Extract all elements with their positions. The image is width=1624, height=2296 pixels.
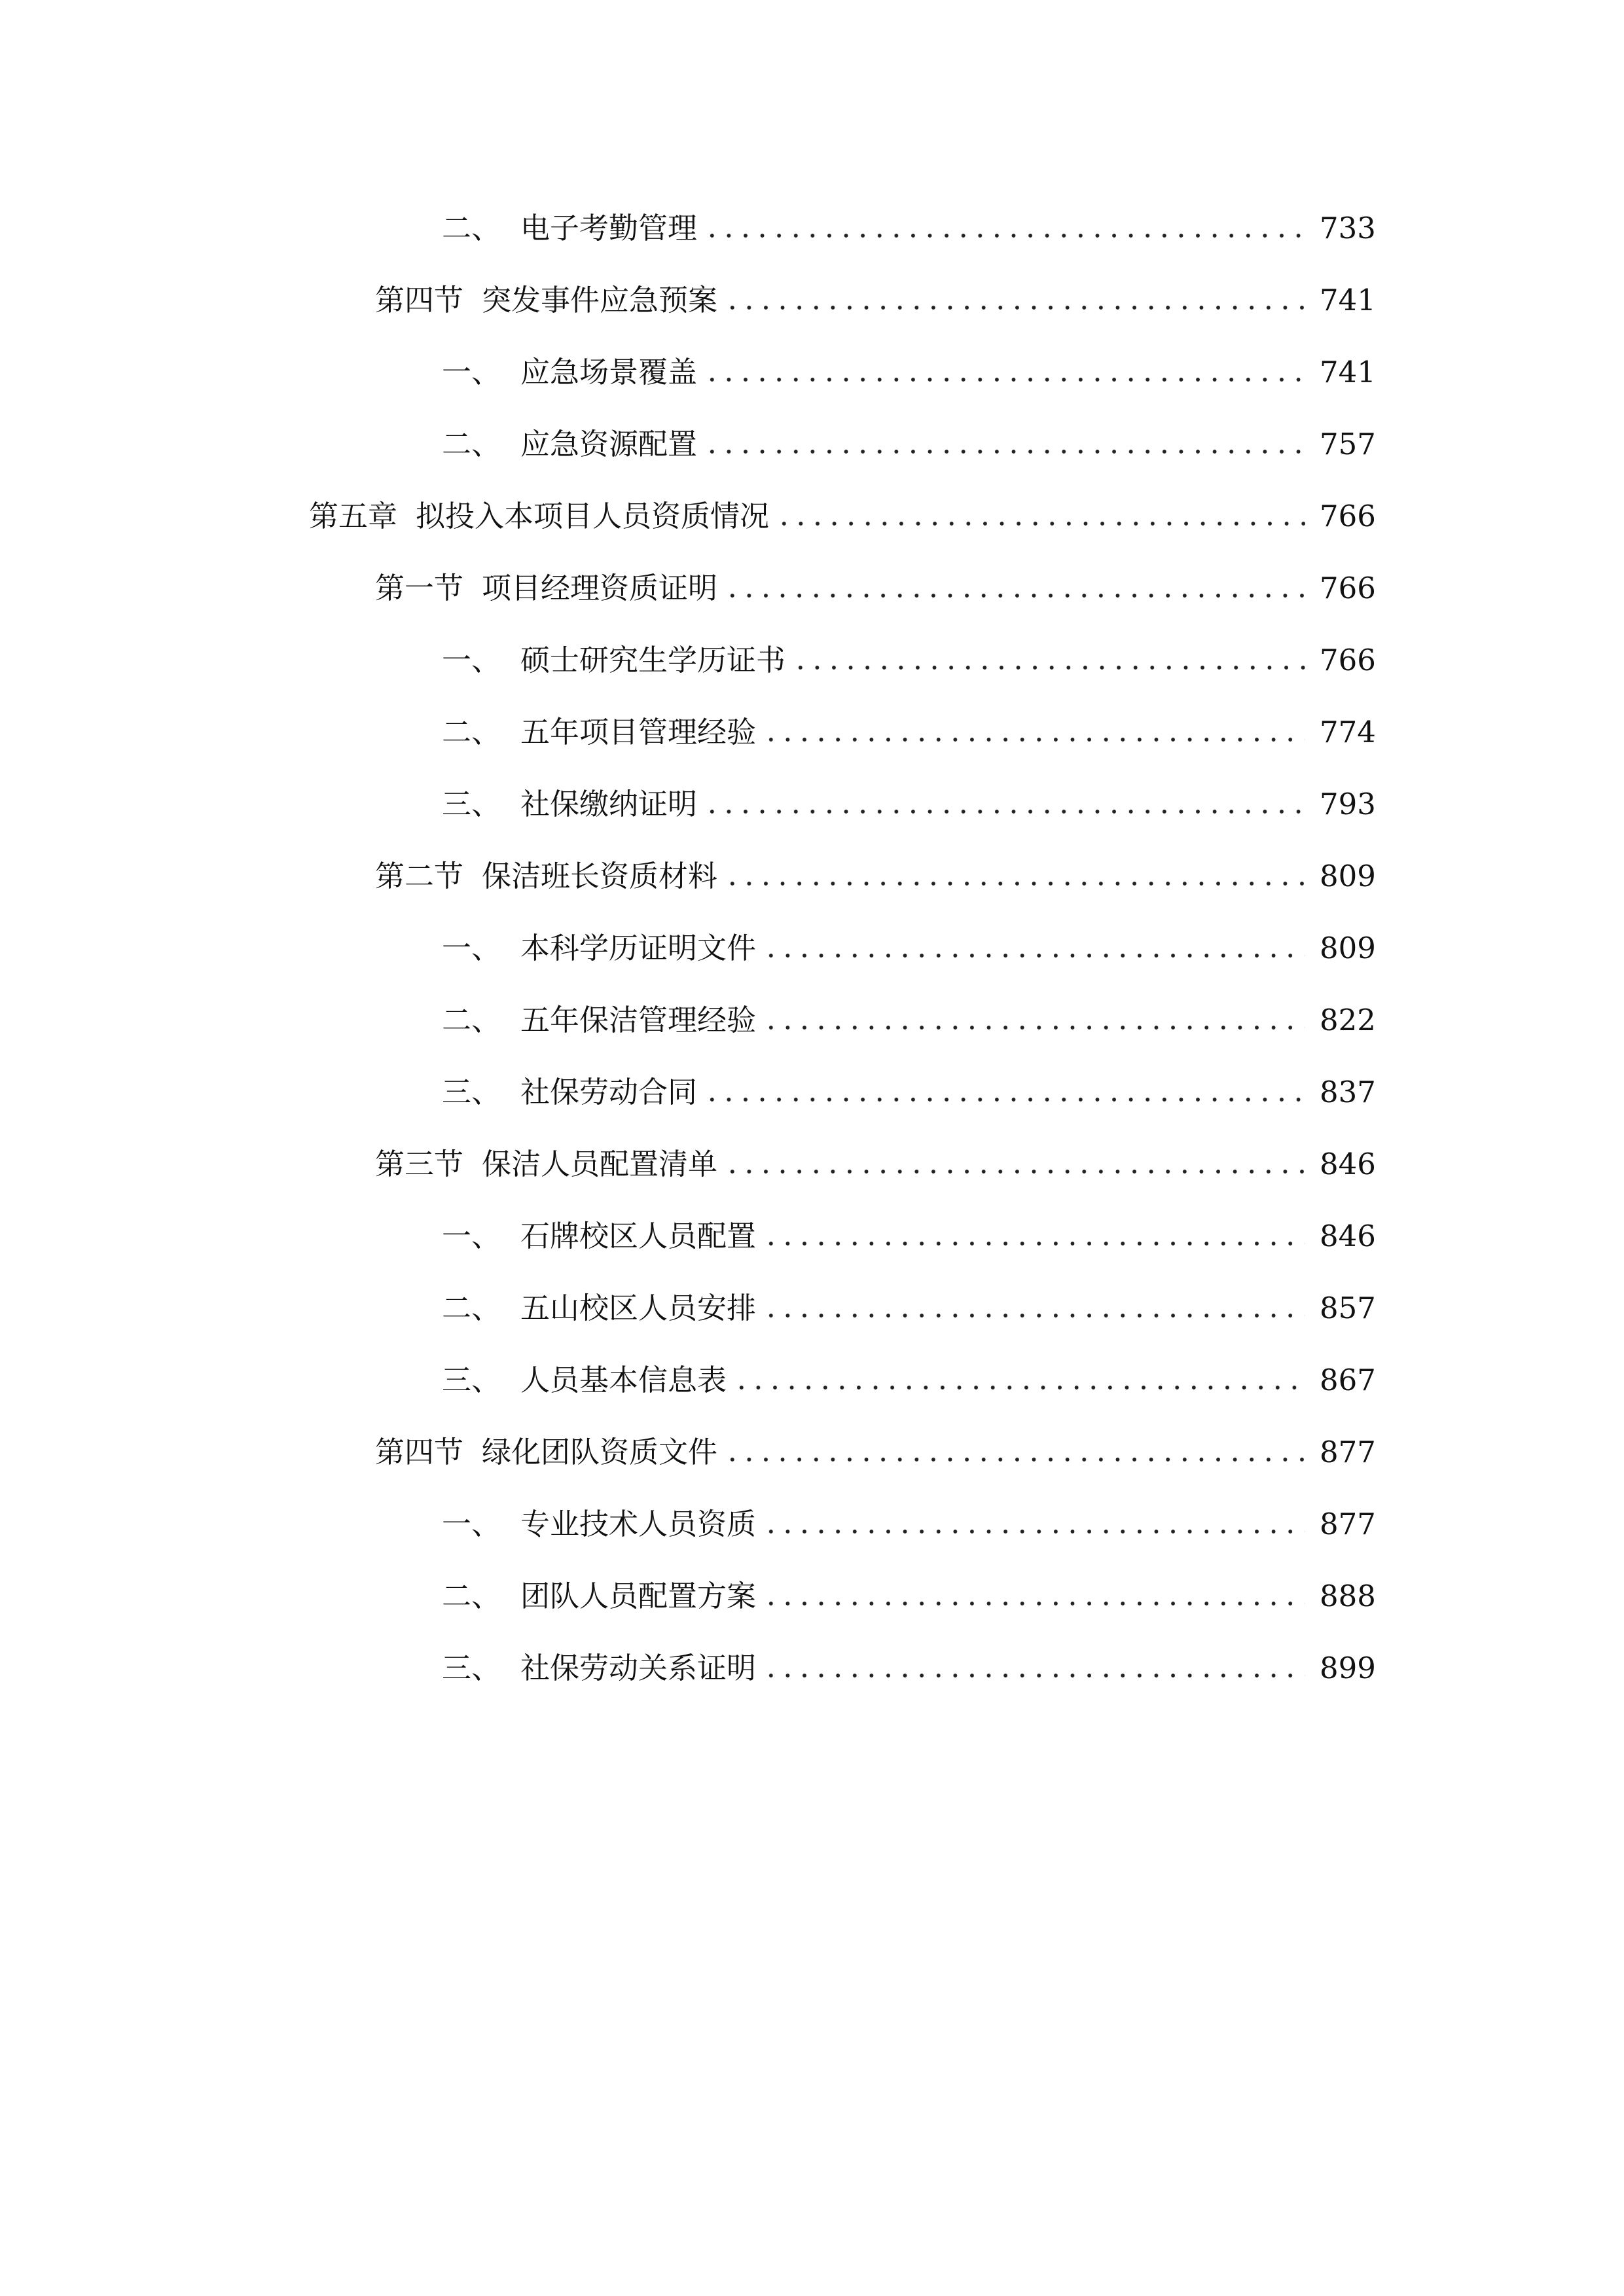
toc-entry-title: 突发事件应急预案 xyxy=(482,283,718,317)
toc-entry-title: 拟投入本项目人员资质情况 xyxy=(416,499,770,533)
toc-entry[interactable] xyxy=(442,202,1376,255)
toc-entry[interactable] xyxy=(375,562,1376,615)
dot-leader xyxy=(776,522,1305,526)
toc-page-number: 877 xyxy=(1320,1435,1376,1469)
toc-entry-title: 应急场景覆盖 xyxy=(520,355,698,389)
toc-entry[interactable] xyxy=(442,634,1376,687)
toc-entry-title: 团队人员配置方案 xyxy=(520,1579,757,1613)
dot-leader xyxy=(724,882,1305,886)
toc-page-number: 741 xyxy=(1320,355,1376,389)
dot-leader xyxy=(792,666,1305,670)
toc-page-number: 809 xyxy=(1320,931,1376,965)
dot-leader xyxy=(704,450,1305,454)
dot-leader xyxy=(724,1170,1305,1174)
toc-entry-title: 社保劳动合同 xyxy=(520,1075,698,1109)
toc-entry-number: 第二节 xyxy=(375,859,464,893)
dot-leader xyxy=(704,810,1305,814)
toc-page-number: 846 xyxy=(1320,1219,1376,1253)
dot-leader xyxy=(763,738,1305,742)
toc-entry-number: 第四节 xyxy=(375,283,464,317)
toc-page-number: 899 xyxy=(1320,1651,1376,1685)
toc-entry[interactable] xyxy=(442,778,1376,831)
dot-leader xyxy=(724,1458,1305,1462)
toc-page-number: 766 xyxy=(1320,571,1376,605)
dot-leader xyxy=(704,1098,1305,1102)
toc-entry-title: 社保缴纳证明 xyxy=(520,787,698,821)
toc-page-number: 867 xyxy=(1320,1363,1376,1397)
toc-entry-number: 二、 xyxy=(442,1579,501,1613)
toc-entry[interactable] xyxy=(442,346,1376,399)
toc-entry-number: 三、 xyxy=(442,787,501,821)
toc-entry[interactable] xyxy=(442,994,1376,1047)
toc-page-number: 822 xyxy=(1320,1003,1376,1037)
toc-entry-title: 五年项目管理经验 xyxy=(520,715,757,749)
toc-entry-number: 第一节 xyxy=(375,571,464,605)
toc-page-number: 733 xyxy=(1320,211,1376,245)
toc-entry-number: 三、 xyxy=(442,1651,501,1685)
toc-entry-number: 二、 xyxy=(442,715,501,749)
toc-entry[interactable] xyxy=(442,1354,1376,1407)
toc-entry-title: 保洁班长资质材料 xyxy=(482,859,718,893)
toc-page-number: 757 xyxy=(1320,427,1376,461)
toc-entry-title: 本科学历证明文件 xyxy=(520,931,757,965)
toc-entry[interactable] xyxy=(442,1570,1376,1623)
toc-entry-title: 硕士研究生学历证书 xyxy=(520,643,786,677)
toc-entry[interactable] xyxy=(375,274,1376,327)
toc-entry-title: 绿化团队资质文件 xyxy=(482,1435,718,1469)
toc-page-number: 741 xyxy=(1320,283,1376,317)
toc-entry-title: 项目经理资质证明 xyxy=(482,571,718,605)
toc-page-number: 888 xyxy=(1320,1579,1376,1613)
dot-leader xyxy=(763,1530,1305,1534)
toc-entry[interactable] xyxy=(442,1066,1376,1119)
toc-entry-number: 第三节 xyxy=(375,1147,464,1181)
toc-entry[interactable] xyxy=(442,922,1376,975)
toc-entry-number: 二、 xyxy=(442,1291,501,1325)
toc-entry-title: 保洁人员配置清单 xyxy=(482,1147,718,1181)
toc-entry-number: 一、 xyxy=(442,1507,501,1541)
dot-leader xyxy=(763,1602,1305,1605)
toc-page-number: 766 xyxy=(1320,499,1376,533)
toc-entry[interactable] xyxy=(442,1642,1376,1695)
toc-entry-title: 石牌校区人员配置 xyxy=(520,1219,757,1253)
toc-entry-title: 社保劳动关系证明 xyxy=(520,1651,757,1685)
toc-page-number: 846 xyxy=(1320,1147,1376,1181)
toc-entry-number: 一、 xyxy=(442,1219,501,1253)
toc-entry-number: 三、 xyxy=(442,1075,501,1109)
toc-entry-number: 第五章 xyxy=(309,499,398,533)
toc-entry-number: 一、 xyxy=(442,643,501,677)
toc-entry-title: 应急资源配置 xyxy=(520,427,698,461)
toc-page-number: 809 xyxy=(1320,859,1376,893)
dot-leader xyxy=(724,594,1305,598)
dot-leader xyxy=(763,954,1305,958)
dot-leader xyxy=(763,1674,1305,1677)
toc-entry-number: 二、 xyxy=(442,1003,501,1037)
toc-entry[interactable] xyxy=(375,1426,1376,1479)
toc-page-number: 837 xyxy=(1320,1075,1376,1109)
toc-entry-number: 第四节 xyxy=(375,1435,464,1469)
toc-page-number: 877 xyxy=(1320,1507,1376,1541)
dot-leader xyxy=(733,1386,1305,1390)
toc-entry-title: 电子考勤管理 xyxy=(520,211,698,245)
dot-leader xyxy=(704,234,1305,238)
toc-entry[interactable] xyxy=(442,1210,1376,1263)
toc-entry-number: 一、 xyxy=(442,355,501,389)
toc-entry[interactable] xyxy=(442,1498,1376,1551)
dot-leader xyxy=(724,306,1305,310)
toc-entry[interactable] xyxy=(309,490,1376,543)
toc-entry-title: 五山校区人员安排 xyxy=(520,1291,757,1325)
dot-leader xyxy=(763,1242,1305,1246)
toc-page-number: 766 xyxy=(1320,643,1376,677)
toc-page-number: 793 xyxy=(1320,787,1376,821)
dot-leader xyxy=(704,378,1305,382)
toc-entry-title: 人员基本信息表 xyxy=(520,1363,727,1397)
toc-entry[interactable] xyxy=(375,1138,1376,1191)
toc-entry-number: 二、 xyxy=(442,211,501,245)
toc-entry[interactable] xyxy=(442,418,1376,471)
toc-entry-number: 二、 xyxy=(442,427,501,461)
toc-entry-number: 三、 xyxy=(442,1363,501,1397)
toc-entry[interactable] xyxy=(375,850,1376,903)
toc-page-number: 774 xyxy=(1320,715,1376,749)
toc-entry[interactable] xyxy=(442,1282,1376,1335)
dot-leader xyxy=(763,1314,1305,1318)
toc-entry-title: 专业技术人员资质 xyxy=(520,1507,757,1541)
toc-entry-title: 五年保洁管理经验 xyxy=(520,1003,757,1037)
toc-entry-number: 一、 xyxy=(442,931,501,965)
toc-entry[interactable] xyxy=(442,706,1376,759)
toc-page-number: 857 xyxy=(1320,1291,1376,1325)
dot-leader xyxy=(763,1026,1305,1030)
